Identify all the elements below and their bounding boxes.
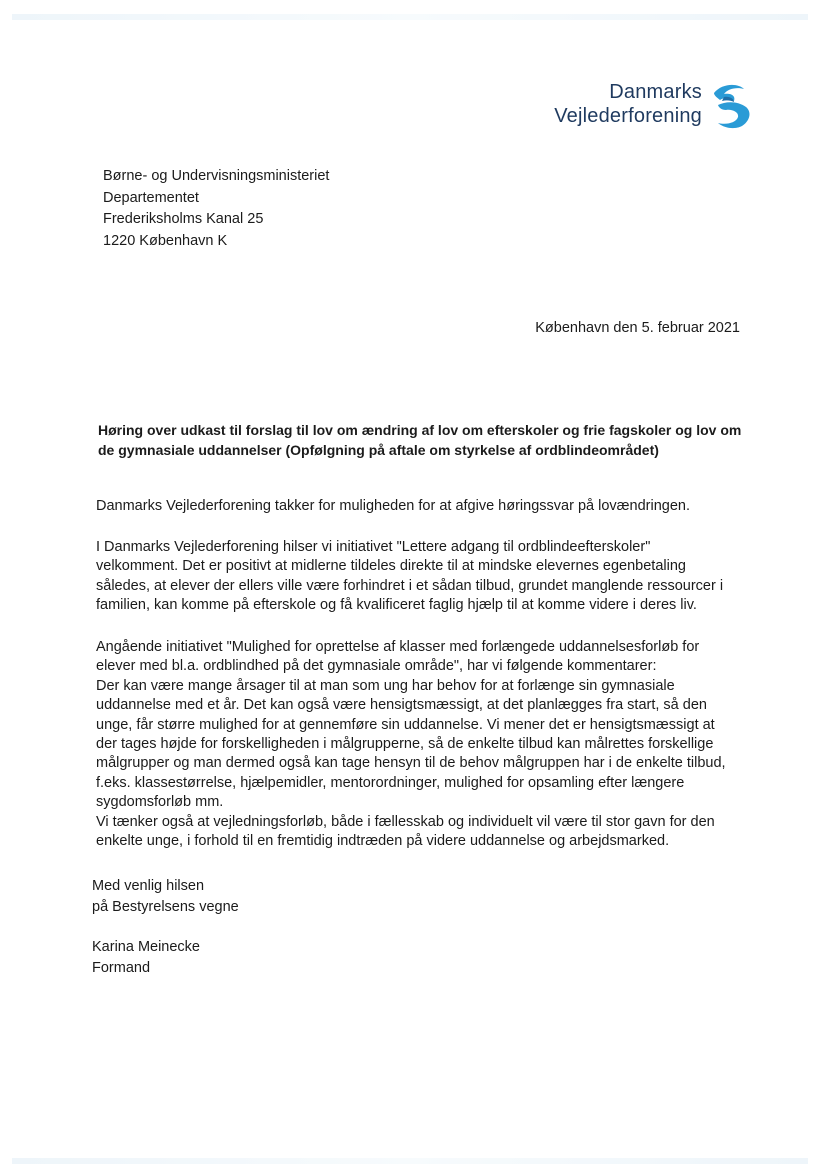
closing-line: på Bestyrelsens vegne — [92, 899, 239, 915]
body-line: unge, får større mulighed for at gennemføre sin uddannelse. Vi mener det er hensigtsmæssigt at — [96, 716, 715, 733]
letterhead-logo — [540, 80, 760, 130]
body-line: I Danmarks Vejlederforening hilser vi initiativet "Lettere adgang til ordblindeefterskoler" — [96, 539, 651, 555]
body-line: familien, kan komme på efterskole og få kvalificeret faglig hjælp til at komme videre i deres liv. — [96, 597, 697, 614]
body-line: Vi tænker også at vejledningsforløb, både i fællesskab og individuelt vil være til stor gavn for den — [96, 813, 715, 830]
organization-name-line2: Vejlederforening — [554, 105, 702, 127]
body-line: således, at elever der ellers ville være forhindret i et sådan tilbud, grundet manglende ressourcer i — [96, 577, 724, 594]
closing-line: Med venlig hilsen — [92, 878, 205, 894]
signatory-name: Karina Meinecke — [92, 939, 200, 955]
body-line: sygdomsforløb mm. — [96, 794, 224, 811]
body-paragraph-2 — [96, 538, 746, 616]
body-line: f.eks. klassestørrelse, hjælpemidler, mentorordninger, mulighed for opsamling efter længere — [96, 774, 685, 791]
letter-signature — [92, 937, 200, 979]
recipient-address — [103, 166, 329, 252]
organization-name-line1: Danmarks — [609, 81, 702, 103]
body-line: elever med bl.a. ordblindhed på det gymnasiale område", har vi følgende kommentarer: — [96, 658, 657, 675]
wave-s-logo-icon — [704, 81, 756, 131]
scan-edge-bottom — [12, 1158, 808, 1164]
body-paragraph-1 — [96, 497, 746, 516]
letter-date: København den 5. februar 2021 — [535, 320, 740, 336]
body-paragraph-3 — [96, 638, 746, 851]
body-line: målgrupper og man dermed også kan tage hensyn til de behov målgruppen har i de enkelte tilbud, — [96, 755, 726, 772]
body-line: enkelte unge, i forhold til en fremtidig indtræden på videre uddannelse og arbejdsmarked. — [96, 833, 670, 850]
body-line: Der kan være mange årsager til at man som ung har behov for at forlænge sin gymnasiale — [96, 677, 675, 694]
body-line: Danmarks Vejlederforening takker for muligheden for at afgive høringssvar på lovændringen. — [96, 498, 691, 514]
scan-edge-top — [12, 14, 808, 20]
organization-name — [540, 80, 702, 128]
signatory-title: Formand — [92, 960, 151, 976]
recipient-line: 1220 København K — [103, 232, 228, 249]
recipient-line: Frederiksholms Kanal 25 — [103, 211, 264, 227]
recipient-line: Børne- og Undervisningsministeriet — [103, 168, 330, 184]
letter-closing — [92, 876, 239, 918]
body-line: Angående initiativet "Mulighed for oprettelse af klasser med forlængede uddannelsesforløb for — [96, 639, 700, 655]
letter-subject: Høring over udkast til forslag til lov om ændring af lov om efterskoler og frie fagskoler og lov om de gymnasiale uddannelser (Opfølgning på aftale om styrkelse af ordblindeområdet) — [98, 422, 742, 458]
body-line: uddannelse med et år. Det kan også være hensigtsmæssigt, at det planlægges fra start, så den — [96, 697, 707, 714]
body-line: velkomment. Det er positivt at midlerne tildeles direkte til at mindske elevernes egenbetaling — [96, 558, 686, 575]
recipient-line: Departementet — [103, 189, 199, 206]
body-line: der tages højde for forskelligheden i målgrupperne, så de enkelte tilbud kan målrettes forskellige — [96, 736, 714, 753]
